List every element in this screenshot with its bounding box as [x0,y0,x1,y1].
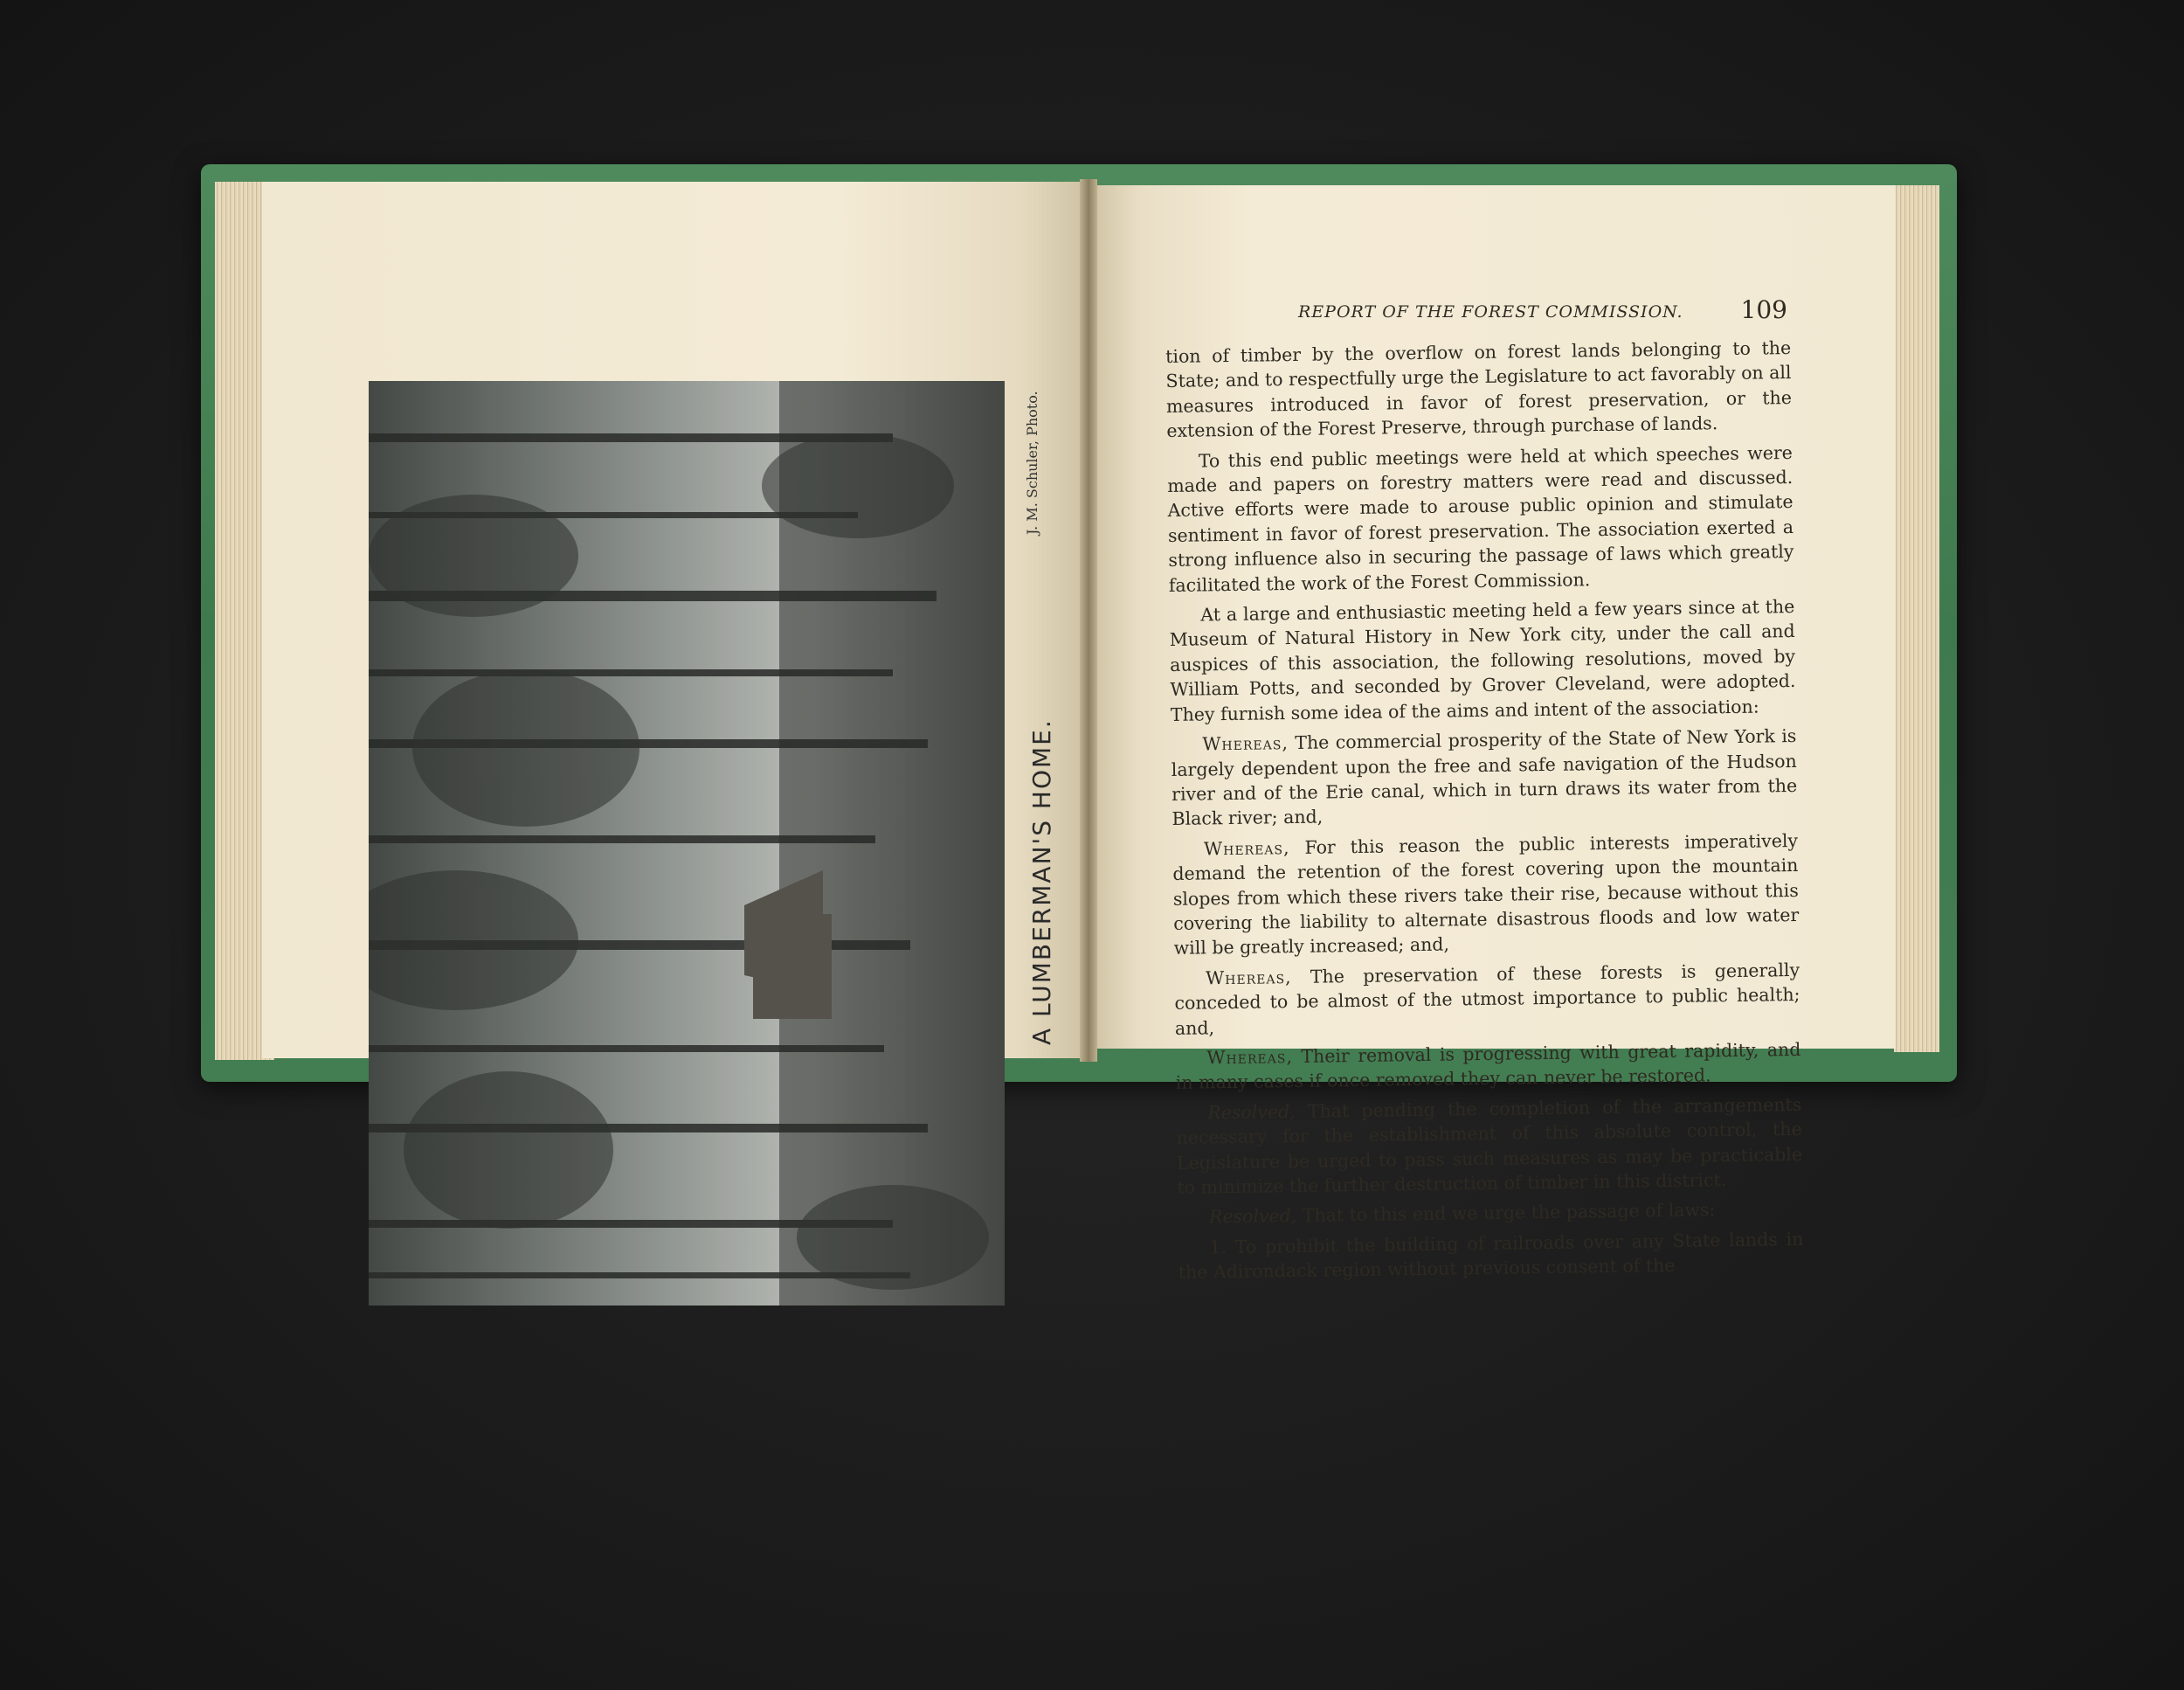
whereas-clause: Whereas, The commercial prosperity of the State of New York is largely dependent upon the free and safe navigation of the Hudson river and of the Erie canal, which in turn draws its water from the Black river; and, [1171,725,1798,830]
forest-cabin-photograph [369,381,1005,1306]
page-number: 109 [1740,295,1787,324]
numbered-item: 1. To prohibit the building of railroads over any State lands in the Adirondack region without previous consent of the [1178,1228,1804,1284]
resolved-clause: Resolved, That to this end we urge the passage of laws: [1208,1199,1716,1228]
book-gutter [1080,179,1097,1062]
photo-credit: J. M. Schuler, Photo. [1024,391,1040,535]
paragraph: To this end public meetings were held at which speeches were made and papers on forestry matters were read and discussed. Active efforts were made to arouse public opinion and stimulate sentiment in favor of forest preservation. The association exerted a strong influence also in securing the passage of laws which greatly facilitated the work of the Forest Commission. [1167,441,1794,596]
running-header: REPORT OF THE FOREST COMMISSION. [1298,302,1683,322]
resolved-clause: Resolved, That pending the completion of the arrangements necessary for the establishment of this absolute control, the Legislature be urged to pass such measures as may be practicable to minimize the further destruction of timber in this district. [1176,1093,1803,1198]
plate-caption: A LUMBERMAN'S HOME. [1027,718,1056,1045]
whereas-clause: Whereas, For this reason the public interests imperatively demand the retention of the forest covering upon the mountain slopes from which these rivers take their rise, because without this covering the liability to alternate disastrous floods and low water will be greatly increased; and, [1172,829,1800,959]
whereas-clause: Whereas, Their removal is progressing with great rapidity, and in many cases if once removed they can never be restored. [1175,1038,1801,1094]
whereas-clause: Whereas, The preservation of these forests is generally conceded to be almost of the utmost importance to public health; and, [1174,959,1800,1039]
body-text-column [1165,336,1804,1285]
paragraph: At a large and enthusiastic meeting held a few years since at the Museum of Natural History in New York city, under the call and auspices of this association, the following resolutions, moved by William Potts, and seconded by Grover Cleveland, were adopted. They furnish some idea of the aims and intent of the association: [1169,596,1796,725]
paragraph: tion of timber by the overflow on forest lands belonging to the State; and to respectfully urge the Legislature to act favorably on all measures introduced in favor of forest preservation, or the extension of the Forest Preserve, through purchase of lands. [1165,337,1793,442]
right-page-edges [1894,185,1939,1052]
